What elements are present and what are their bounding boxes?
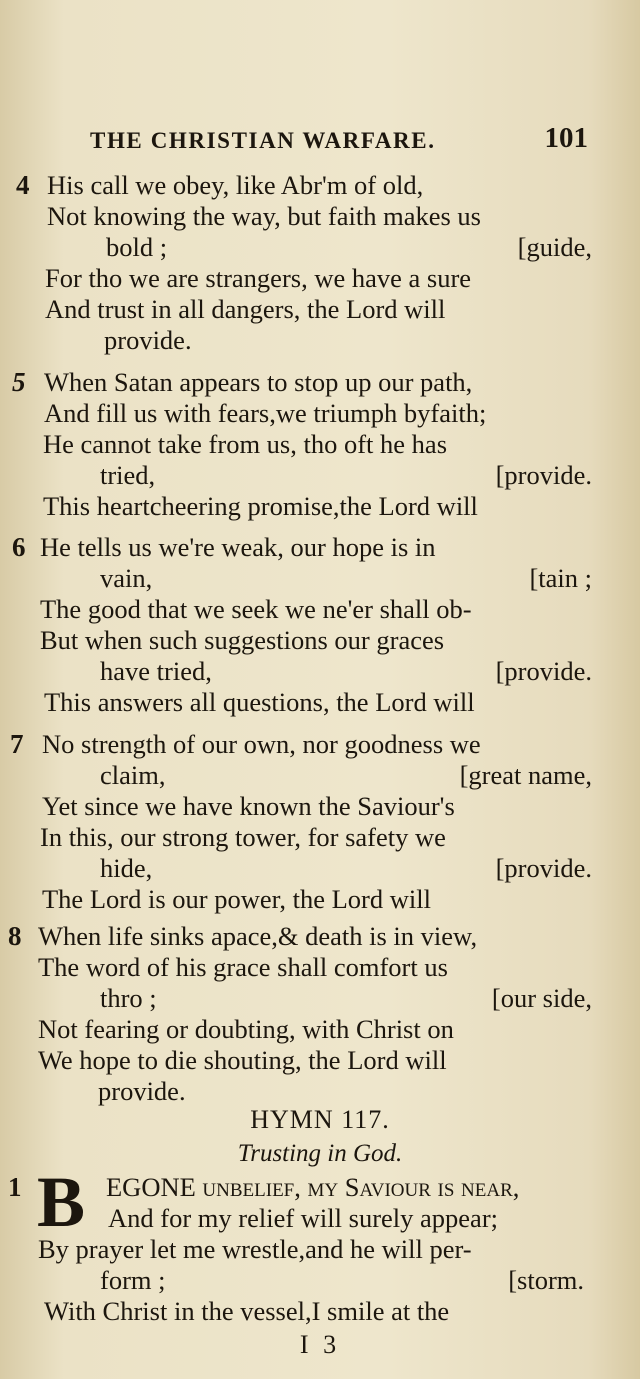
verse-line: When Satan appears to stop up our path, [44, 367, 473, 397]
verse-line: And for my relief will surely appear; [108, 1203, 499, 1233]
verse-line: In this, our strong tower, for safety we [40, 822, 446, 852]
stanza-number: 6 [12, 532, 26, 562]
turnover-word: [our side, [491, 983, 592, 1013]
verse-line: This answers all questions, the Lord will [44, 687, 475, 717]
verse-line: provide. [98, 1076, 186, 1106]
verse-line: EGONE unbelief, my Saviour is near, [106, 1172, 520, 1202]
turnover-word: [provide. [495, 460, 592, 490]
verse-line: Not fearing or doubting, with Christ on [38, 1014, 454, 1044]
turnover-word: [storm. [508, 1265, 584, 1295]
verse-line: bold ; [106, 232, 168, 262]
running-title: THE CHRISTIAN WARFARE. [90, 128, 436, 153]
verse-line: But when such suggestions our graces [40, 625, 445, 655]
verse-line: He cannot take from us, tho oft he has [43, 429, 448, 459]
page-number: 101 [544, 122, 588, 154]
turnover-word: [tain ; [529, 563, 592, 593]
hymn-subtitle: Trusting in God. [237, 1140, 403, 1167]
verse-line: provide. [104, 325, 192, 355]
verse-line: thro ; [100, 983, 157, 1013]
hymn-title: HYMN 117. [250, 1105, 390, 1134]
verse-line: He tells us we're weak, our hope is in [40, 532, 436, 562]
verse-line: With Christ in the vessel,I smile at the [44, 1296, 450, 1326]
turnover-word: [provide. [495, 656, 592, 686]
verse-line: hide, [100, 853, 153, 883]
stanza-number: 4 [16, 170, 30, 200]
verse-line: form ; [100, 1265, 166, 1295]
verse-line: The Lord is our power, the Lord will [42, 884, 431, 914]
verse-line: vain, [100, 563, 153, 593]
verse-line: When life sinks apace,& death is in view, [38, 921, 478, 951]
drop-cap: B [37, 1162, 86, 1242]
stanza-number: 5 [12, 367, 26, 397]
verse-line: have tried, [100, 656, 212, 686]
turnover-word: [guide, [517, 232, 592, 262]
verse-line: This heartcheering promise,the Lord will [43, 491, 478, 521]
verse-line: By prayer let me wrestle,and he will per- [38, 1234, 472, 1264]
verse-line: And trust in all dangers, the Lord will [45, 294, 446, 324]
verse-line: The good that we seek we ne'er shall ob- [40, 594, 472, 624]
verse-line: No strength of our own, nor goodness we [42, 729, 481, 759]
verse-line: Not knowing the way, but faith makes us [47, 201, 481, 231]
verse-line: The word of his grace shall comfort us [38, 952, 448, 982]
verse-line: Yet since we have known the Saviour's [42, 791, 455, 821]
stanza-number: 8 [8, 921, 22, 951]
verse-line: For tho we are strangers, we have a sure [45, 263, 472, 293]
verse-line: We hope to die shouting, the Lord will [38, 1045, 447, 1075]
turnover-word: [provide. [495, 853, 592, 883]
verse-line: tried, [100, 460, 156, 490]
turnover-word: [great name, [459, 760, 592, 790]
stanza-number: 7 [10, 729, 24, 759]
verse-line: And fill us with fears,we triumph byfaith; [44, 398, 487, 428]
verse-line: His call we obey, like Abr'm of old, [47, 170, 424, 200]
signature-mark: I 3 [299, 1330, 341, 1359]
stanza-number: 1 [8, 1172, 22, 1202]
verse-line: claim, [100, 760, 166, 790]
